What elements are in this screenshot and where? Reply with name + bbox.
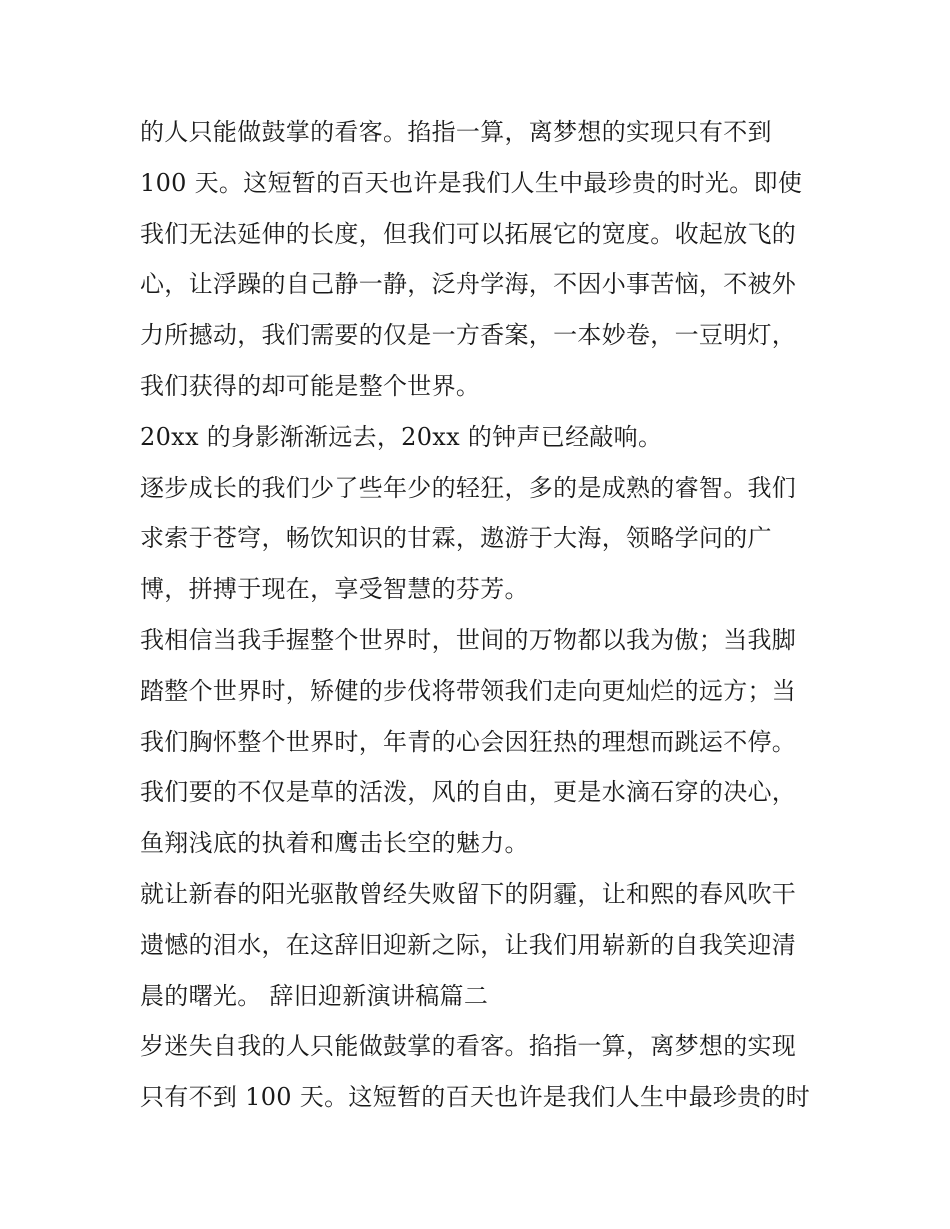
text-line-10: 博，拼搏于现在，享受智慧的芬芳。 (140, 575, 529, 604)
text-line-19: 岁迷失自我的人只能做鼓掌的看客。掐指一算，离梦想的实现 (140, 1032, 797, 1061)
text-line-15: 鱼翔浅底的执着和鹰击长空的魅力。 (140, 829, 529, 858)
text-line-18: 晨的曙光。 辞旧迎新演讲稿篇二 (140, 981, 489, 1010)
text-line-1: 的人只能做鼓掌的看客。掐指一算，离梦想的实现只有不到 (140, 118, 772, 146)
text-line-14: 我们要的不仅是草的活泼，风的自由，更是水滴石穿的决心， (140, 778, 797, 807)
text-line-3: 我们无法延伸的长度，但我们可以拓展它的宽度。收起放飞的 (140, 219, 797, 248)
text-line-2: 100 天。这短暂的百天也许是我们人生中最珍贵的时光。即使 (140, 168, 803, 197)
text-line-13: 我们胸怀整个世界时，年青的心会因狂热的理想而跳运不停。 (140, 727, 797, 756)
text-line-20: 只有不到 100 天。这短暂的百天也许是我们人生中最珍贵的时 (140, 1083, 811, 1112)
text-line-17: 遗憾的泪水，在这辞旧迎新之际，让我们用崭新的自我笑迎清 (140, 930, 797, 959)
document-body (140, 107, 820, 1123)
text-line-8: 逐步成长的我们少了些年少的轻狂，多的是成熟的睿智。我们 (140, 473, 797, 502)
text-line-9: 求索于苍穹，畅饮知识的甘霖，遨游于大海，领略学问的广 (140, 524, 772, 553)
text-line-16: 就让新春的阳光驱散曾经失败留下的阴霾，让和熙的春风吹干 (140, 879, 797, 908)
text-line-5: 力所撼动，我们需要的仅是一方香案，一本妙卷，一豆明灯， (140, 321, 797, 350)
text-line-11: 我相信当我手握整个世界时，世间的万物都以我为傲；当我脚 (140, 625, 797, 654)
text-line-4: 心，让浮躁的自己静一静，泛舟学海，不因小事苦恼，不被外 (140, 270, 797, 299)
text-line-12: 踏整个世界时，矫健的步伐将带领我们走向更灿烂的远方；当 (140, 676, 797, 705)
text-line-6: 我们获得的却可能是整个世界。 (140, 371, 481, 400)
text-line-7: 20xx 的身影渐渐远去，20xx 的钟声已经敲响。 (140, 422, 663, 451)
